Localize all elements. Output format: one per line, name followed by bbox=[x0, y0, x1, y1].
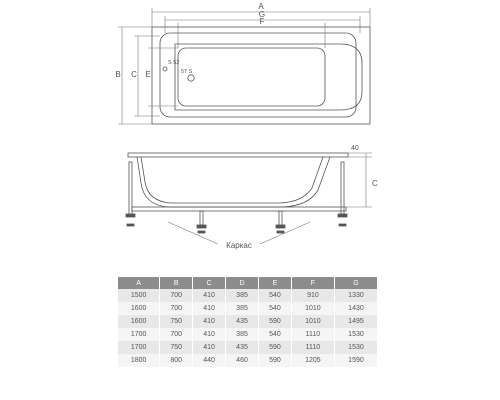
table-cell: 750 bbox=[160, 315, 193, 328]
dim-label-g: G bbox=[258, 10, 266, 19]
frame-rail bbox=[132, 207, 346, 211]
column-header-a: A bbox=[118, 277, 160, 289]
dim-label-a: A bbox=[258, 2, 264, 11]
table-cell: 410 bbox=[193, 315, 226, 328]
table-cell: 1800 bbox=[118, 354, 160, 367]
frame-foot bbox=[339, 224, 346, 226]
table-row bbox=[118, 328, 378, 341]
table-cell: 1010 bbox=[291, 302, 334, 315]
frame-legs bbox=[129, 162, 344, 225]
table-cell: 410 bbox=[193, 289, 226, 302]
overflow-label: 57 S bbox=[181, 69, 193, 75]
frame-feet bbox=[126, 214, 347, 233]
table-cell: 910 bbox=[291, 289, 334, 302]
tub-outer-rim bbox=[152, 27, 370, 124]
frame-leg bbox=[200, 211, 203, 225]
table-cell: 1500 bbox=[118, 289, 160, 302]
tub-bowl-outline bbox=[175, 44, 362, 110]
tub-body-inner-profile bbox=[141, 157, 323, 203]
table-cell: 1010 bbox=[291, 315, 334, 328]
table-cell: 700 bbox=[160, 302, 193, 315]
table-cell: 590 bbox=[258, 354, 291, 367]
table-cell: 1700 bbox=[118, 328, 160, 341]
drain-icon bbox=[188, 75, 194, 81]
table-header bbox=[118, 277, 378, 289]
table-cell: 385 bbox=[226, 302, 259, 315]
plan-view bbox=[118, 8, 370, 124]
table-cell: 435 bbox=[226, 341, 259, 354]
plan-dimension-lines bbox=[118, 8, 370, 124]
dim-label-f: F bbox=[259, 17, 265, 26]
table-cell: 1600 bbox=[118, 315, 160, 328]
dim-label-c: C bbox=[131, 70, 137, 79]
table-cell: 1495 bbox=[334, 315, 377, 328]
table-cell: 540 bbox=[258, 302, 291, 315]
table-cell: 410 bbox=[193, 328, 226, 341]
depth-label-c: C bbox=[372, 179, 378, 188]
side-dimension-lines bbox=[330, 153, 372, 207]
table-body bbox=[118, 289, 378, 367]
table-cell: 1205 bbox=[291, 354, 334, 367]
tub-rim-edge bbox=[128, 153, 348, 157]
table-cell: 1330 bbox=[334, 289, 377, 302]
table-cell: 590 bbox=[258, 341, 291, 354]
tub-bottom-outline bbox=[178, 48, 325, 106]
table-cell: 1530 bbox=[334, 341, 377, 354]
side-view bbox=[126, 153, 372, 244]
frame-foot bbox=[198, 231, 205, 233]
table-cell: 1700 bbox=[118, 341, 160, 354]
frame-foot bbox=[197, 225, 206, 228]
table-cell: 1110 bbox=[291, 328, 334, 341]
frame-leg bbox=[129, 162, 132, 214]
frame-leg bbox=[279, 211, 282, 225]
table-cell: 1430 bbox=[334, 302, 377, 315]
tub-body-profile bbox=[137, 157, 330, 207]
table-cell: 540 bbox=[258, 289, 291, 302]
drain-label: S 52 bbox=[168, 60, 180, 66]
frame-foot bbox=[277, 231, 284, 233]
table-row bbox=[118, 341, 378, 354]
rim-thickness-label: 40 bbox=[351, 145, 359, 152]
table-row bbox=[118, 315, 378, 328]
table-cell: 460 bbox=[226, 354, 259, 367]
frame-foot bbox=[127, 224, 134, 226]
table-cell: 800 bbox=[160, 354, 193, 367]
column-header-g: G bbox=[334, 277, 377, 289]
frame-foot bbox=[276, 225, 285, 228]
column-header-c: C bbox=[193, 277, 226, 289]
table-cell: 410 bbox=[193, 302, 226, 315]
frame-leg bbox=[341, 162, 344, 214]
table-cell: 385 bbox=[226, 328, 259, 341]
table-cell: 1600 bbox=[118, 302, 160, 315]
frame-foot bbox=[338, 214, 347, 217]
dim-label-b: B bbox=[115, 70, 121, 79]
table-cell: 440 bbox=[193, 354, 226, 367]
table-cell: 700 bbox=[160, 289, 193, 302]
table-cell: 1590 bbox=[334, 354, 377, 367]
table-cell: 385 bbox=[226, 289, 259, 302]
table-row bbox=[118, 302, 378, 315]
frame-label: Каркас bbox=[226, 241, 252, 250]
table-header-row bbox=[118, 277, 378, 289]
table-cell: 590 bbox=[258, 315, 291, 328]
dimensions-table bbox=[118, 277, 378, 367]
table-cell: 435 bbox=[226, 315, 259, 328]
table-row bbox=[118, 354, 378, 367]
column-header-f: F bbox=[291, 277, 334, 289]
column-header-d: D bbox=[226, 277, 259, 289]
table-cell: 540 bbox=[258, 328, 291, 341]
table-cell: 1530 bbox=[334, 328, 377, 341]
table-row bbox=[118, 289, 378, 302]
column-header-b: B bbox=[160, 277, 193, 289]
overflow-icon bbox=[163, 67, 167, 71]
column-header-e: E bbox=[258, 277, 291, 289]
table-cell: 700 bbox=[160, 328, 193, 341]
table-cell: 1110 bbox=[291, 341, 334, 354]
table-cell: 750 bbox=[160, 341, 193, 354]
table-cell: 410 bbox=[193, 341, 226, 354]
frame-foot bbox=[126, 214, 135, 217]
dim-label-e: E bbox=[145, 70, 151, 79]
